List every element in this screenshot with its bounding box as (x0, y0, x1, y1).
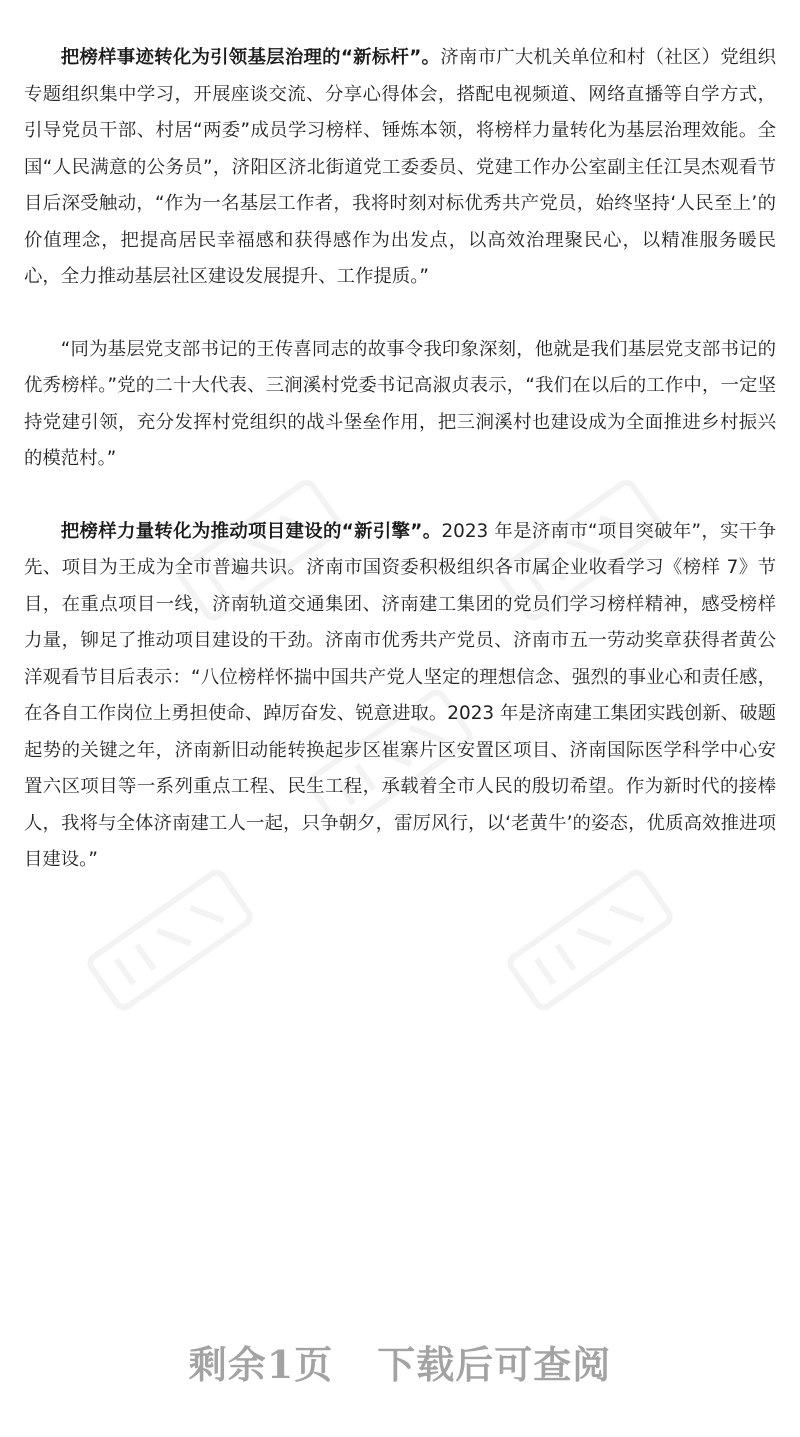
download-hint-label: 下载后可查阅 (377, 1342, 612, 1387)
paragraph-text: “同为基层党支部书记的王传喜同志的故事令我印象深刻，他就是我们基层党支部书记的优秀榜样。”党的二十大代表、三涧溪村党委书记高淑贞表示，“我们在以后的工作中，一定坚持党建引领，充分发挥村党组织的战斗堡垒作用，把三涧溪村也建设成为全面推进乡村振兴的模范村。” (24, 338, 776, 469)
paragraph-lead: 把榜样事迹转化为引领基层治理的“新标杆”。 (60, 47, 441, 68)
article-paragraph (24, 40, 776, 296)
article-paragraph (24, 514, 776, 879)
paragraph-text: 2023 年是济南市“项目突破年”，实干争先、项目为王成为全市普遍共识。济南市国资委积极组织各市属企业收看学习《榜样 7》节目，在重点项目一线，济南轨道交通集团、济南建工集团的党员们学习榜样精神，感受榜样力量，铆足了推动项目建设的干劲。济南市优秀共产党员、济南市五一劳动奖章获得者黄公洋观看节目后表示：“八位榜样怀揣中国共产党人坚定的理想信念、强烈的事业心和责任感，在各自工作岗位上勇担使命、踔厉奋发、锐意进取。2023 年是济南建工集团实践创新、破题起势的关键之年，济南新旧动能转换起步区崔寨片区安置区项目、济南国际医学科学中心安置六区项目等一系列重点工程、民生工程，承载着全市人民的殷切希望。作为新时代的接棒人，我将与全体济南建工人一起，只争朝夕，雷厉风行，以‘老黄牛’的姿态，优质高效推进项目建设。” (24, 520, 776, 870)
article-body (24, 40, 776, 879)
article-paragraph (24, 332, 776, 478)
remaining-pages-label: 剩余1页 (188, 1342, 334, 1387)
download-more-banner[interactable] (0, 1334, 800, 1389)
paragraph-lead: 把榜样力量转化为推动项目建设的“新引擎”。 (60, 520, 442, 542)
paragraph-text: 济南市广大机关单位和村（社区）党组织专题组织集中学习，开展座谈交流、分享心得体会，搭配电视频道、网络直播等自学方式，引导党员干部、村居“两委”成员学习榜样、锤炼本领，将榜样力量转化为基层治理效能。全国“人民满意的公务员”，济阳区济北街道党工委委员、党建工作办公室副主任江昊杰观看节目后深受触动，“作为一名基层工作者，我将时刻对标优秀共产党员，始终坚持‘人民至上’的价值理念，把提高居民幸福感和获得感作为出发点，以高效治理聚民心，以精准服务暖民心，全力推动基层社区建设发展提升、工作提质。” (24, 47, 776, 287)
